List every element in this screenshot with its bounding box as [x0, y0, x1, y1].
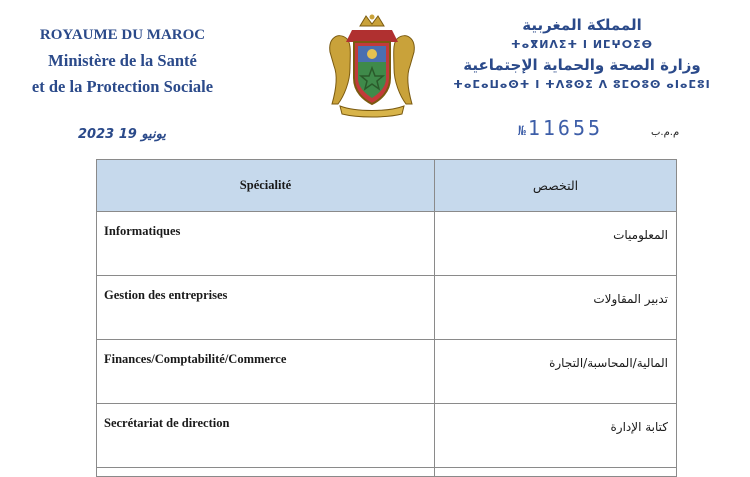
- specialty-ar: كتابة الإدارة: [435, 404, 677, 468]
- ministry-name-ar: وزارة الصحة والحماية الإجتماعية: [463, 56, 701, 74]
- column-header-fr: Spécialité: [97, 160, 435, 212]
- specialty-fr: Informatiques: [97, 212, 435, 276]
- kingdom-name-ar: المملكة المغربية: [522, 16, 642, 34]
- ministry-header-fr: [0, 22, 245, 100]
- reference-digits: 11655: [527, 116, 604, 140]
- specialty-fr: Finances/Comptabilité/Commerce: [97, 340, 435, 404]
- table-row-cutoff: [97, 468, 677, 477]
- specialty-table: [96, 159, 677, 477]
- table-row: [97, 212, 677, 276]
- kingdom-name-tifinagh: ⵜⴰⴳⵍⴷⵉⵜ ⵏ ⵍⵎⵖⵔⵉⴱ: [510, 38, 653, 51]
- specialty-ar: المالية/المحاسبة/التجارة: [435, 340, 677, 404]
- ministry-name-tifinagh: ⵜⴰⵎⴰⵡⴰⵙⵜ ⵏ ⵜⴷⵓⵙⵉ ⴷ ⵓⵎⵔⵓⵙ ⴰⵏⴰⵎⵓⵏ: [453, 78, 711, 91]
- ministry-header-ar: [432, 14, 732, 94]
- cutoff-cell: [97, 468, 435, 477]
- column-header-ar: التخصص: [435, 160, 677, 212]
- table-row: [97, 404, 677, 468]
- kingdom-name-fr: ROYAUME DU MAROC: [39, 27, 206, 43]
- cutoff-cell: [435, 468, 677, 477]
- date-stamp: 2023 يونيو 19: [78, 127, 166, 142]
- reference-number: [518, 116, 603, 140]
- number-sign: №: [518, 124, 526, 139]
- table-row: [97, 340, 677, 404]
- table-row: [97, 276, 677, 340]
- table-header-row: [97, 160, 677, 212]
- moroccan-coat-of-arms-icon: [324, 12, 420, 120]
- specialty-fr: Gestion des entreprises: [97, 276, 435, 340]
- ministry-name-fr-line1: Ministère de la Santé: [48, 51, 197, 70]
- specialty-ar: المعلوميات: [435, 212, 677, 276]
- reference-code: م.م.ب: [651, 127, 680, 138]
- ministry-name-fr-line2: et de la Protection Sociale: [31, 77, 214, 96]
- specialty-ar: تدبير المقاولات: [435, 276, 677, 340]
- specialty-fr: Secrétariat de direction: [97, 404, 435, 468]
